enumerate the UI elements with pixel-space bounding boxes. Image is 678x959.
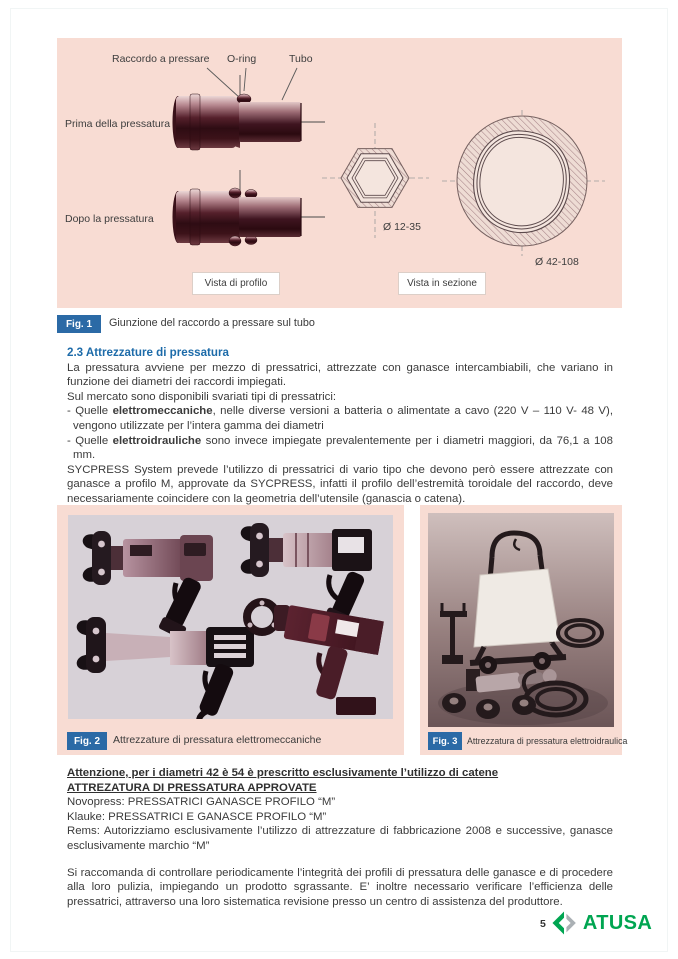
label-prima-pressatura: Prima della pressatura	[65, 118, 171, 130]
approved-line-novopress: Novopress: PRESSATRICI GANASCE PROFILO “M”	[67, 796, 336, 809]
fig2-caption: Attrezzature di pressatura elettromeccaniche	[113, 734, 322, 746]
bullet2-post: sono invece impiegate prevalentemente per i diametri maggiori, da 76,1 a 108 mm.	[73, 434, 613, 462]
fig1-panel	[57, 38, 622, 308]
bullet1-post: , nelle diverse versioni a batteria o alimentate a cavo (220 V – 110 V- 48 V), vengono utilizzate per l’intera gamma dei diametri	[73, 405, 613, 432]
hydraulic-equipment-photo	[428, 513, 614, 727]
bullet-elettromeccaniche	[67, 404, 613, 433]
fig1-caption: Giunzione del raccordo a pressare sul tubo	[109, 317, 315, 329]
fig3-caption: Attrezzatura di pressatura elettroidraulica	[467, 736, 628, 746]
label-vista-sezione: Vista in sezione	[398, 272, 486, 295]
fig2-panel	[57, 505, 404, 755]
label-diameter-small: Ø 12-35	[383, 221, 421, 233]
press-tools-drawing	[68, 515, 393, 719]
fig3-tag: Fig. 3	[428, 732, 462, 750]
fig3-panel	[420, 505, 628, 755]
approved-line-klauke: Klauke: PRESSATRICI E GANASCE PROFILO “M”	[67, 810, 327, 823]
approved-heading: ATTREZATURA DI PRESSATURA APPROVATE	[67, 781, 317, 794]
bullet2-pre: - Quelle	[67, 434, 113, 447]
bullet2-bold: elettroidrauliche	[112, 434, 202, 447]
label-vista-profilo: Vista di profilo	[192, 272, 280, 295]
label-raccordo: Raccordo a pressare	[112, 53, 210, 65]
label-dopo-pressatura: Dopo la pressatura	[65, 213, 154, 225]
page-footer	[540, 911, 652, 936]
label-tubo: Tubo	[289, 53, 313, 65]
fig2-illustration	[68, 515, 393, 719]
label-diameter-large: Ø 42-108	[535, 256, 579, 268]
fig1-tag: Fig. 1	[57, 315, 101, 333]
approved-section	[67, 766, 613, 909]
paragraph-sycpress: SYCPRESS System prevede l’utilizzo di pressatrici di vario tipo che devono però essere attrezzate con ganasce a profilo M, approvate da SYCPRESS, infatti il profilo dell’estremità toroidale del raccordo, deve necessariamente coincidere con la geometria dell’utensile (ganascia o catena).	[67, 463, 613, 505]
fig2-tag: Fig. 2	[67, 732, 107, 750]
bullet1-bold: elettromeccaniche	[112, 405, 213, 418]
label-oring: O-ring	[227, 53, 257, 65]
atusa-diamond-icon	[552, 911, 577, 936]
section-2-3	[67, 346, 613, 507]
bullet1-pre: - Quelle	[67, 405, 113, 418]
atusa-logo: ATUSA	[582, 912, 653, 934]
warning-line: Attenzione, per i diametri 42 è 54 è prescritto esclusivamente l’utilizzo di catene	[67, 767, 499, 779]
approved-list	[67, 795, 613, 853]
paragraph-pressatura: La pressatura avviene per mezzo di pressatrici, attrezzate con ganasce intercambiabili, che variano in funzione dei diametri dei raccordi impiegati.	[67, 361, 613, 389]
paragraph-market-intro: Sul mercato sono disponibili svariati tipi di pressatrici:	[67, 390, 337, 403]
section-heading: 2.3 Attrezzature di pressatura	[67, 346, 229, 359]
approved-line-rems: Rems: Autorizziamo esclusivamente l’utilizzo di attrezzature di fabbricazione 2008 e successive, ganasce esclusivamente marchio “M”	[67, 825, 613, 852]
page-number: 5	[540, 917, 546, 930]
bullet-elettroidrauliche	[67, 434, 613, 463]
closing-paragraph: Si raccomanda di controllare periodicamente l’integrità dei profili di pressatura delle ganasce e di procedere alla loro pulizia, impiegando un prodotto sgrassante. E’ inoltre necessario verificare l’efficienza delle pressatrici, attraverso una loro sistematica revisione presso un centro di assistenza del produttore.	[67, 866, 613, 908]
fig3-photo	[428, 513, 614, 727]
